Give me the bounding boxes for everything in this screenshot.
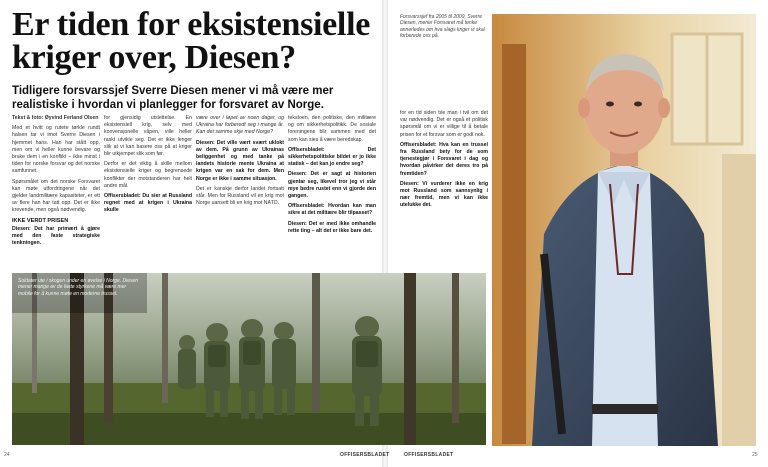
paragraph: Med et hvitt og rutete tørkle rundt halsen tar vi imot Sverre Diesen i hjemmet hans. Han har stått opp, men om vi heller kunne bevare og bruke dem i en konflikt – ikke minst i tiden for norske forsvar og det norske samfunnet. <box>12 125 100 175</box>
article-headline: Er tiden for eksistensielle kriger over, Diesen? <box>12 6 371 76</box>
paragraph: Spørsmålet om det norske Forsvaret kan møte utfordringene når det gjelder landmilitære kapasiteter, er ett av flere han har tatt opp. Det er ikke krevende, men også nødvendig. <box>12 178 100 214</box>
interview-question: Offisersbladet: Hvordan kan man sikre at det militære blir tilpasset? <box>288 203 376 217</box>
diesen-portrait-photo <box>492 14 756 446</box>
byline: Tekst & foto: Øyvind Ferland Olsen <box>12 115 99 121</box>
interview-answer: Diesen: Det er sagt at historien gjentar seg, likevel tror jeg vi står mye bedre rustet enn vi gjorde den gangen. <box>288 171 376 200</box>
paragraph: tekstoen, den politiske, den militære og om sikkerhetspolitikk. De sosiale foreningene blir sammen med det som kan sies å være beredskap. <box>288 115 376 143</box>
text-column-2 <box>104 115 192 270</box>
interview-question: Offisersbladet: Det sikkerhetspolitiske bildet er jo ikke statisk – det kan jo endre seg? <box>288 146 376 168</box>
paragraph: for en tid siden ble man i tvil om det var nødvendig. Det er også et politisk spørsmål om vi er villige til å betale prisen for et forsvar som er godt nok. <box>400 110 488 138</box>
interview-answer: Diesen: Vi vurderer ikke en krig mot Russland som sannsynlig i nær fremtid, men vi kan ikke utelukke det. <box>400 180 488 209</box>
paragraph: Derfor er det viktig å skille mellom eksistensielle kriger og begrensede konflikter der motstanderen har helt andre mål. <box>104 161 192 189</box>
page-number-left: 24 <box>4 452 10 458</box>
interview-question: Offisersbladet: Hva kan en trussel fra Russland bety for de som tjenestegjør i Forsvaret i dag og hvordan påvirker det deres tro på fremtiden? <box>400 141 488 177</box>
text-column-5 <box>400 110 488 270</box>
interview-answer: Diesen: Det ville vært svært uklokt av dem. På grunn av Ukrainas beliggenhet og med tanke på landets historie mente Ukraina at krigen var en sak for dem. Men Norge er ikke i samme situasjon. <box>196 139 284 182</box>
footer-brand-left: OFFISERSBLADET <box>340 452 390 458</box>
interview-answer: Diesen: Det har primært å gjøre med den faste strategiske tenkningen. <box>12 225 100 247</box>
portrait-caption: Forsvarssjef fra 2005 til 2009, Sverre Diesen, mener Forsvaret må tenke annerledes om hva slags kriger vi skal forberede oss på. <box>400 14 485 40</box>
subheading: IKKE VERDT PRISEN <box>12 217 69 224</box>
paragraph: Det er kanskje derfor landet fortsatt står. Men for Russland vil en krig mot Norge uansett bli en krig mot NATO. <box>196 185 284 207</box>
footer-brand-right: OFFISERSBLADET <box>404 452 454 458</box>
text-column-4 <box>288 115 376 270</box>
interview-question-cont: være over i løpet av noen dager, og Ukraina har forberedt seg i mange år. Kan det samme skje med Norge? <box>196 115 284 136</box>
text-column-1 <box>12 115 100 270</box>
forest-photo-caption: Soldater ute i skogen under en øvelse i Norge. Diesen mener mange av de faste styrkene må være mer mobile for å kunne møte en moderne trussel. <box>18 278 139 297</box>
article-lead: Tidligere forsvarssjef Sverre Diesen mener vi må være mer realistiske i hvordan vi planlegger for forsvaret av Norge. <box>12 85 334 111</box>
paragraph: for gjensidig utslettelse. En eksistensiell krig, selv med konvensjonelle våpen, ville heller raskt utvikle seg. Det er ikke lenger slik at vi kan basere oss på at kriger blir utkjempet slik som før. <box>104 115 192 158</box>
page-number-right: 25 <box>752 452 758 458</box>
text-column-3 <box>196 115 284 270</box>
soldiers-forest-photo <box>12 273 486 445</box>
interview-answer: Diesen: Det er med ikke omhandle rette ting – alt det er ikke bare det. <box>288 220 376 234</box>
interview-question: Offisersbladet: Du sier at Russland regnet med at krigen i Ukraina skulle <box>104 193 192 214</box>
